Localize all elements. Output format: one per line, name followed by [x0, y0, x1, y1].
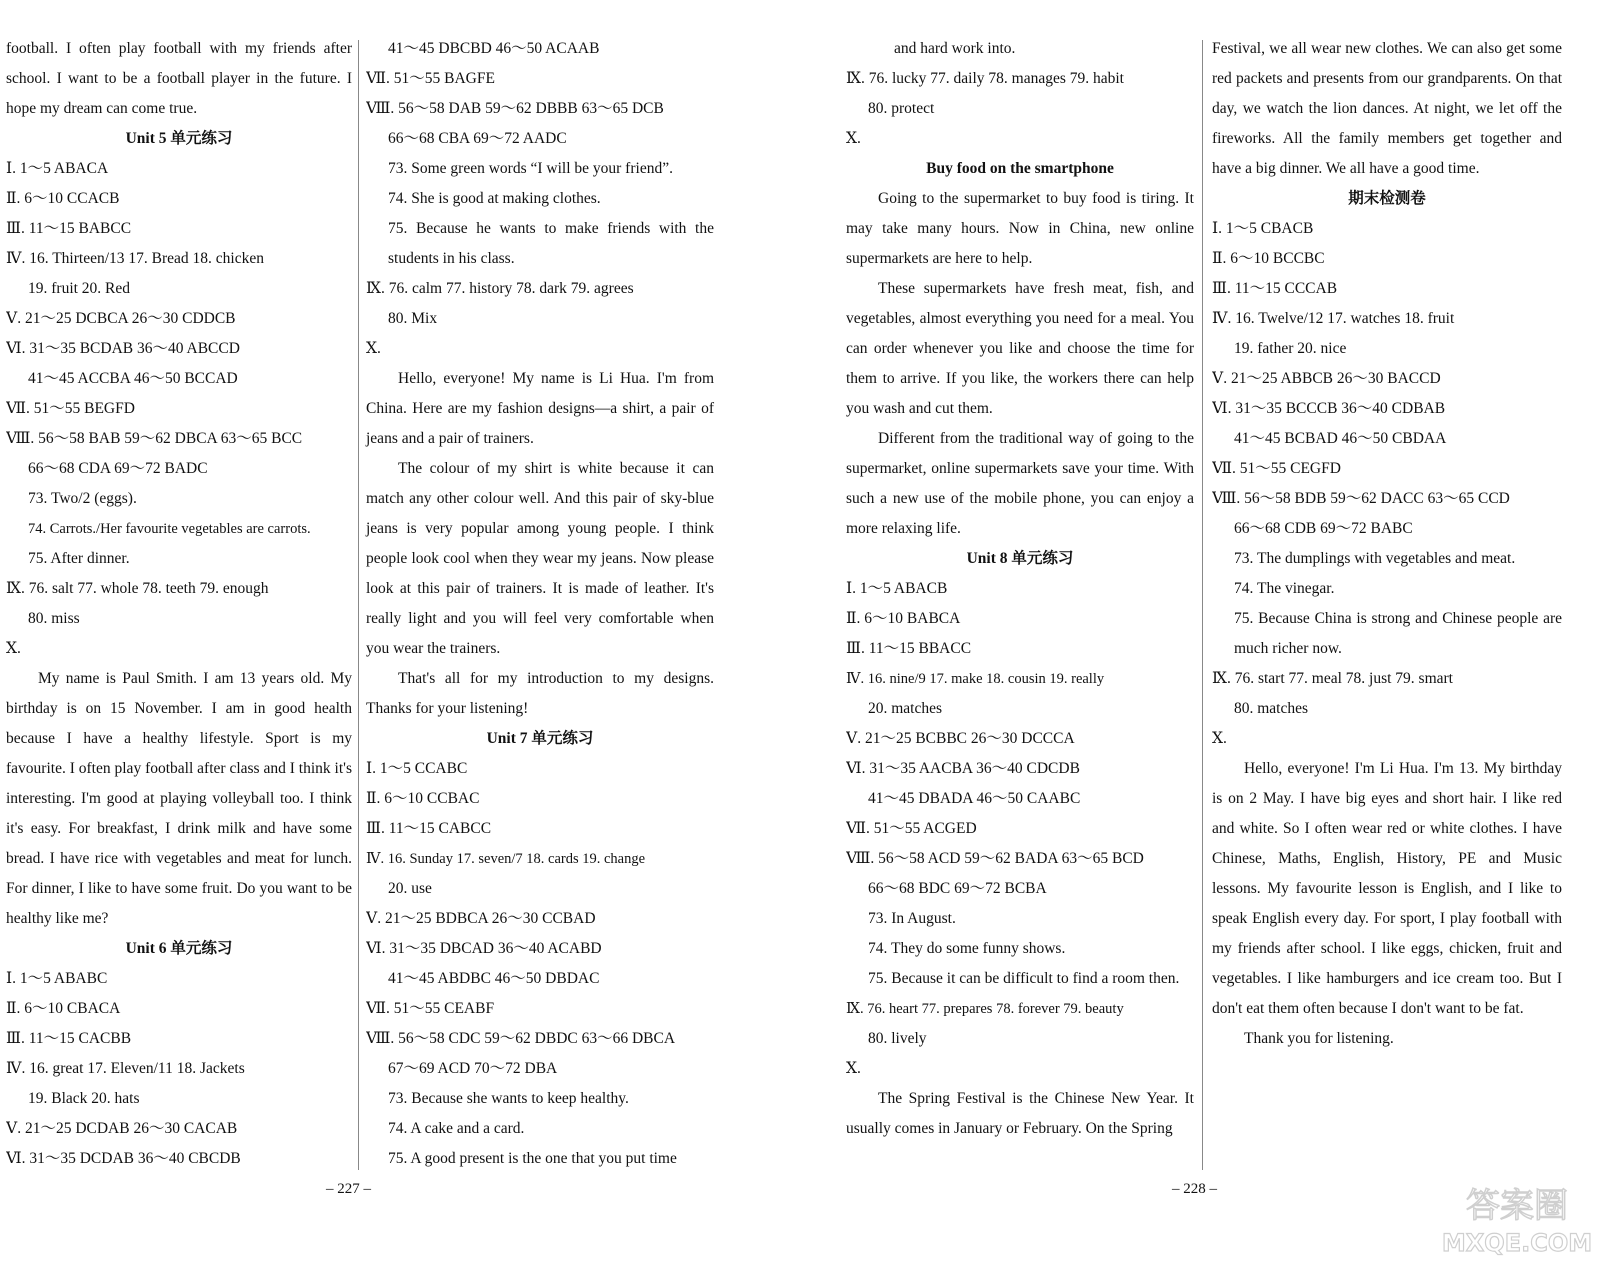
- answer-line: 75. Because he wants to make friends with the students in his class.: [388, 220, 714, 267]
- final-exam-title: 期末检测卷: [1348, 190, 1426, 207]
- unit6-title: Unit 6 单元练习: [125, 940, 233, 957]
- answer-line: 19. father 20. nice: [1234, 340, 1347, 357]
- answer-line: Ⅴ. 21～25 BDBCA 26～30 CCBAD: [366, 910, 596, 927]
- answer-line: Ⅷ. 56～58 ACD 59～62 BADA 63～65 BCD: [846, 850, 1144, 867]
- essay-title: Buy food on the smartphone: [926, 160, 1114, 177]
- essay-paragraph: Going to the supermarket to buy food is tiring. It may take many hours. Now in China, new online supermarkets are here to help.: [846, 190, 1194, 267]
- answer-line: 73. The dumplings with vegetables and meat.: [1234, 550, 1516, 567]
- answer-line: 73. Two/2 (eggs).: [28, 490, 137, 507]
- answer-line: 66～68 CDB 69～72 BABC: [1234, 520, 1413, 537]
- essay-paragraph: Hello, everyone! I'm Li Hua. I'm 13. My birthday is on 2 May. I have big eyes and short hair. I like red and white. So I often wear red or white clothes. I have Chinese, Maths, English, History, PE and Music lessons. My favourite lesson is English, and I like to speak English every day. For sport, I play football with my friends after school. I like eggs, chicken, fruit and vegetables. I like hamburgers and ice cream too. But I don't eat them often because I don't want to be fat.: [1212, 760, 1562, 1017]
- answer-line: 66～68 BDC 69～72 BCBA: [868, 880, 1047, 897]
- answer-line: Ⅸ. 76. heart 77. prepares 78. forever 79. beauty: [846, 1001, 1124, 1017]
- unit5-title: Unit 5 单元练习: [125, 130, 233, 147]
- answer-line: Ⅴ. 21～25 ABBCB 26～30 BACCD: [1212, 370, 1441, 387]
- section-marker: Ⅹ.: [1212, 730, 1227, 747]
- page-number: – 227 –: [326, 1181, 371, 1197]
- answer-line: Ⅷ. 56～58 DAB 59～62 DBBB 63～65 DCB: [366, 100, 664, 117]
- answer-line: Ⅵ. 31～35 DCDAB 36～40 CBCDB: [6, 1150, 241, 1167]
- answer-line: Ⅵ. 31～35 BCCCB 36～40 CDBAB: [1212, 400, 1446, 417]
- unit8-title: Unit 8 单元练习: [966, 550, 1074, 567]
- answer-line: Ⅰ. 1～5 ABACA: [6, 160, 109, 177]
- essay-paragraph: Festival, we all wear new clothes. We can also get some red packets and presents from our grandparents. On that day, we watch the lion dances. At night, we let off the fireworks. All the family members get together and have a big dinner. We all have a good time.: [1212, 40, 1562, 177]
- answer-line: 74. The vinegar.: [1234, 580, 1335, 597]
- answer-line: 67～69 ACD 70～72 DBA: [388, 1060, 558, 1077]
- answer-line: Ⅰ. 1～5 ABACB: [846, 580, 948, 597]
- answer-line: Ⅳ. 16. Twelve/12 17. watches 18. fruit: [1212, 310, 1455, 327]
- answer-line: 80. lively: [868, 1030, 927, 1047]
- answer-line: Ⅱ. 6～10 CBACA: [6, 1000, 121, 1017]
- essay-paragraph: The colour of my shirt is white because it can match any other colour well. And this pair of sky-blue jeans is very popular among young people. I think people look cool when they wear my jeans. Now please look at this pair of trainers. It is made of leather. It's really light and you will feel very comfortable when you wear the trainers.: [366, 460, 714, 657]
- answer-line: 80. miss: [28, 610, 80, 627]
- answer-line: Ⅳ. 16. great 17. Eleven/11 18. Jackets: [6, 1060, 245, 1077]
- answer-line: Ⅶ. 51～55 BAGFE: [366, 70, 495, 87]
- watermark-icon: [1442, 1179, 1592, 1259]
- answer-line: 74. She is good at making clothes.: [388, 190, 601, 207]
- answer-line: Ⅱ. 6～10 BABCA: [846, 610, 961, 627]
- answer-line: Ⅲ. 11～15 CCCAB: [1212, 280, 1338, 297]
- column-4: [1212, 34, 1562, 1054]
- answer-line: 73. Some green words “I will be your friend”.: [388, 160, 673, 177]
- answer-line: Ⅱ. 6～10 CCBAC: [366, 790, 480, 807]
- answer-line: 66～68 CDA 69～72 BADC: [28, 460, 208, 477]
- answer-line: Ⅵ. 31～35 AACBA 36～40 CDCDB: [846, 760, 1080, 777]
- answer-line: Ⅲ. 11～15 CABCC: [366, 820, 492, 837]
- section-marker: Ⅹ.: [6, 640, 21, 657]
- watermark-text-en: MXQE.COM: [1442, 1229, 1592, 1257]
- answer-line: Ⅵ. 31～35 DBCAD 36～40 ACABD: [366, 940, 602, 957]
- answer-line: 75. A good present is the one that you put time: [388, 1150, 677, 1167]
- answer-line: 41～45 DBCBD 46～50 ACAAB: [388, 40, 600, 57]
- page-number: – 228 –: [1172, 1181, 1217, 1197]
- answer-line: Ⅶ. 51～55 CEABF: [366, 1000, 495, 1017]
- answer-line: 75. Because it can be difficult to find a room then.: [868, 970, 1180, 987]
- answer-line: Ⅸ. 76. calm 77. history 78. dark 79. agrees: [366, 280, 634, 297]
- section-marker: Ⅹ.: [366, 340, 381, 357]
- answer-line: Ⅷ. 56～58 CDC 59～62 DBDC 63～66 DBCA: [366, 1030, 676, 1047]
- answer-line: Ⅰ. 1～5 ABABC: [6, 970, 108, 987]
- answer-line: Ⅳ. 16. Sunday 17. seven/7 18. cards 19. change: [366, 851, 646, 867]
- column-2: [366, 34, 714, 1174]
- answer-line: 80. Mix: [388, 310, 438, 327]
- answer-line: 41～45 ABDBC 46～50 DBDAC: [388, 970, 600, 987]
- essay-paragraph: The Spring Festival is the Chinese New Year. It usually comes in January or February. On the Spring: [846, 1090, 1194, 1137]
- answer-line: 66～68 CBA 69～72 AADC: [388, 130, 567, 147]
- essay-paragraph: My name is Paul Smith. I am 13 years old. My birthday is on 15 November. I am in good health because I have a healthy lifestyle. Sport is my favourite. I often play football after class and I think it's interesting. I'm good at playing volleyball too. I think it's easy. For breakfast, I drink milk and have some bread. I have rice with vegetables and meat for lunch. For dinner, I like to have some fruit. Do you want to be healthy like me?: [6, 670, 352, 927]
- answer-line: Ⅲ. 11～15 CACBB: [6, 1030, 132, 1047]
- answer-line: Ⅰ. 1～5 CCABC: [366, 760, 468, 777]
- answer-line: 80. matches: [1234, 700, 1309, 717]
- watermark-text-cn: 答案圈: [1466, 1186, 1568, 1226]
- answer-line: 20. use: [388, 880, 432, 897]
- column-1: [6, 34, 352, 1174]
- answer-line: Ⅶ. 51～55 BEGFD: [6, 400, 135, 417]
- answer-line: Ⅸ. 76. salt 77. whole 78. teeth 79. enough: [6, 580, 269, 597]
- answer-line: Ⅸ. 76. lucky 77. daily 78. manages 79. habit: [846, 70, 1124, 87]
- answer-line: Ⅸ. 76. start 77. meal 78. just 79. smart: [1212, 670, 1453, 687]
- answer-line: Ⅵ. 31～35 BCDAB 36～40 ABCCD: [6, 340, 240, 357]
- answer-line: 41～45 BCBAD 46～50 CBDAA: [1234, 430, 1447, 447]
- answer-line: 20. matches: [868, 700, 943, 717]
- answer-line: Ⅲ. 11～15 BABCC: [6, 220, 132, 237]
- section-marker: Ⅹ.: [846, 1060, 861, 1077]
- answer-line: 41～45 DBADA 46～50 CAABC: [868, 790, 1081, 807]
- answer-line: Ⅲ. 11～15 BBACC: [846, 640, 972, 657]
- answer-line: 74. Carrots./Her favourite vegetables are carrots.: [28, 521, 311, 537]
- text-line: football. I often play football with my friends after school. I want to be a football player in the future. I hope my dream can come true.: [6, 40, 352, 117]
- essay-paragraph: Hello, everyone! My name is Li Hua. I'm from China. Here are my fashion designs—a shirt, a pair of jeans and a pair of trainers.: [366, 370, 714, 447]
- essay-paragraph: These supermarkets have fresh meat, fish, and vegetables, almost everything you need for a meal. You can order whenever you like and choose the time for them to arrive. If you like, the workers there can help you wash and cut them.: [846, 280, 1194, 417]
- essay-paragraph: That's all for my introduction to my designs. Thanks for your listening!: [366, 670, 714, 717]
- answer-line: Ⅶ. 51～55 CEGFD: [1212, 460, 1341, 477]
- section-marker: Ⅹ.: [846, 130, 861, 147]
- column-divider: [1202, 40, 1203, 1170]
- answer-line: 80. protect: [868, 100, 935, 117]
- answer-line: Ⅱ. 6～10 CCACB: [6, 190, 120, 207]
- answer-line: 19. Black 20. hats: [28, 1090, 140, 1107]
- answer-line: 75. After dinner.: [28, 550, 130, 567]
- answer-line: Ⅴ. 21～25 DCDAB 26～30 CACAB: [6, 1120, 238, 1137]
- answer-line: 74. A cake and a card.: [388, 1120, 525, 1137]
- answer-line: Ⅳ. 16. nine/9 17. make 18. cousin 19. really: [846, 671, 1105, 687]
- answer-line: Ⅴ. 21～25 BCBBC 26～30 DCCCA: [846, 730, 1075, 747]
- answer-line: Ⅷ. 56～58 BDB 59～62 DACC 63～65 CCD: [1212, 490, 1510, 507]
- column-3: [846, 34, 1194, 1144]
- answer-line: 73. Because she wants to keep healthy.: [388, 1090, 629, 1107]
- essay-closing: Thank you for listening.: [1244, 1030, 1394, 1047]
- answer-line: Ⅳ. 16. Thirteen/13 17. Bread 18. chicken: [6, 250, 264, 267]
- watermark-logo: [1442, 1179, 1592, 1259]
- answer-line: and hard work into.: [894, 40, 1016, 57]
- answer-line: 19. fruit 20. Red: [28, 280, 131, 297]
- answer-line: 73. In August.: [868, 910, 956, 927]
- answer-line: 41～45 ACCBA 46～50 BCCAD: [28, 370, 238, 387]
- answer-line: Ⅴ. 21～25 DCBCA 26～30 CDDCB: [6, 310, 236, 327]
- answer-line: 74. They do some funny shows.: [868, 940, 1066, 957]
- column-divider: [358, 40, 359, 1170]
- answer-line: 75. Because China is strong and Chinese people are much richer now.: [1234, 610, 1562, 657]
- answer-line: Ⅱ. 6～10 BCCBC: [1212, 250, 1325, 267]
- answer-line: Ⅷ. 56～58 BAB 59～62 DBCA 63～65 BCC: [6, 430, 303, 447]
- answer-line: Ⅰ. 1～5 CBACB: [1212, 220, 1314, 237]
- unit7-title: Unit 7 单元练习: [486, 730, 594, 747]
- answer-line: Ⅶ. 51～55 ACGED: [846, 820, 977, 837]
- essay-paragraph: Different from the traditional way of going to the supermarket, online supermarkets save your time. With such a new use of the mobile phone, you can enjoy a more relaxing life.: [846, 430, 1194, 537]
